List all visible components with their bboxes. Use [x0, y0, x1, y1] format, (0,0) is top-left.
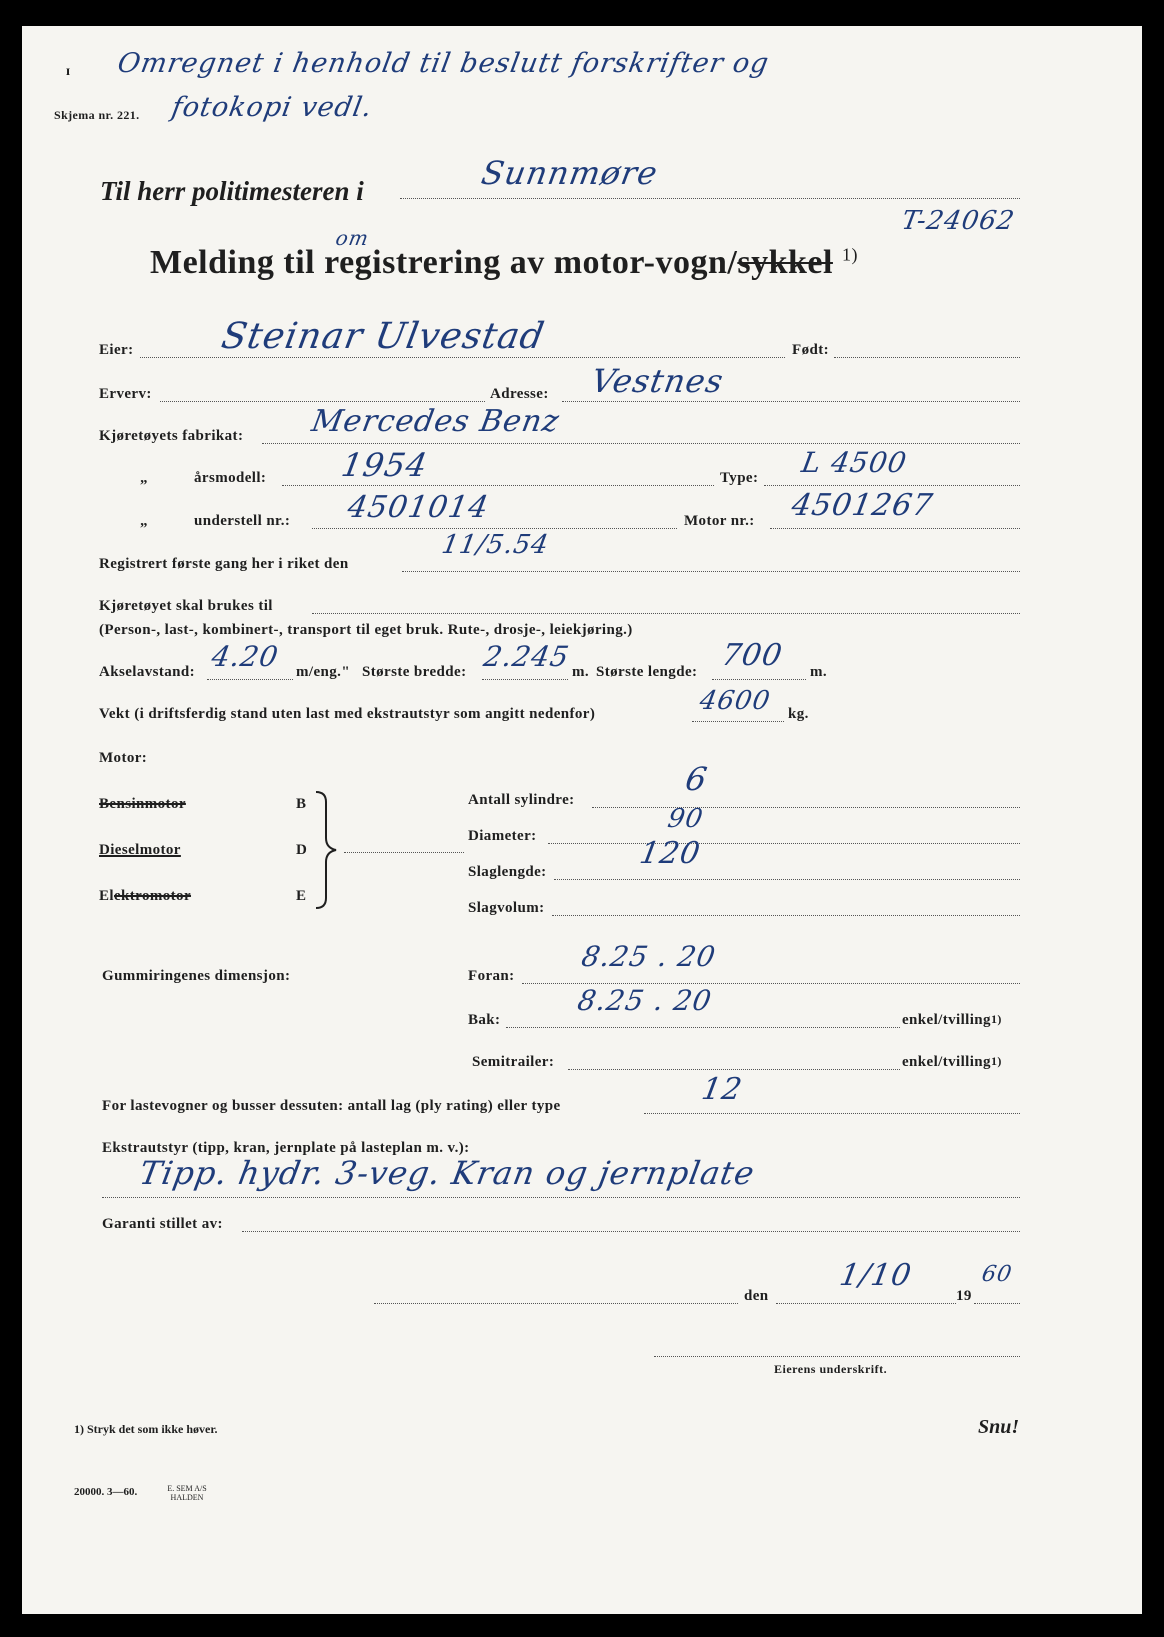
line-arsmodell — [282, 485, 714, 486]
letter-e: E — [296, 888, 307, 904]
line-type — [764, 485, 1020, 486]
title-footnote-mark: 1) — [841, 244, 858, 265]
title-part2: registrering av motor-vogn/ — [324, 244, 738, 281]
top-note-line2: fotokopi vedl. — [169, 92, 375, 123]
ply-rating: 12 — [698, 1072, 746, 1107]
label-kg: kg. — [788, 706, 809, 722]
label-gummiring: Gummiringenes dimensjon: — [102, 968, 291, 984]
title-struck: sykkel — [737, 244, 833, 281]
schema-number: Skjema nr. 221. — [54, 108, 140, 122]
label-akselavstand: Akselavstand: — [99, 664, 196, 680]
label-foran: Foran: — [468, 968, 515, 984]
label-dieselmotor: Dieselmotor — [99, 842, 181, 858]
letter-b: B — [296, 796, 307, 812]
label-m2: m. — [810, 664, 828, 680]
diameter-value: 90 — [665, 804, 706, 834]
tyre-front: 8.25 . 20 — [579, 940, 719, 973]
ditto-mark-2: „ — [140, 513, 148, 529]
ditto-mark-1: „ — [140, 470, 148, 486]
enkel-tvilling-text-2: enkel/tvilling — [902, 1054, 991, 1070]
line-slaglengde — [554, 879, 1020, 880]
label-registrert: Registrert første gang her i riket den — [99, 556, 349, 572]
police-district: Sunnmøre — [478, 154, 661, 192]
owner-name: Steinar Ulvestad — [218, 316, 548, 357]
line-understell — [312, 528, 677, 529]
label-lastevogner: For lastevogner og busser dessuten: antall lag (ply rating) eller type — [102, 1098, 561, 1114]
line-vekt — [692, 721, 784, 722]
label-storste-lengde: Største lengde: — [596, 664, 698, 680]
insert-om: om — [333, 226, 372, 250]
signature-label: Eierens underskrift. — [774, 1362, 888, 1376]
label-year-prefix: 19 — [956, 1288, 972, 1304]
cylinders-value: 6 — [682, 760, 711, 798]
greeting-label: Til herr politimesteren i — [100, 176, 364, 206]
turn-over-note: Snu! — [978, 1416, 1020, 1438]
line-bak — [506, 1027, 900, 1028]
footnote: 1) Stryk det som ikke høver. — [74, 1422, 218, 1436]
make-value: Mercedes Benz — [308, 404, 563, 439]
form-page — [22, 26, 1142, 1614]
wheelbase-value: 4.20 — [209, 640, 282, 673]
motor-number: 4501267 — [788, 488, 936, 523]
first-registration: 11/5.54 — [439, 530, 552, 560]
model-year: 1954 — [338, 446, 431, 484]
letter-d: D — [296, 842, 308, 858]
brukes-note: (Person-, last-, kombinert-, transport til eget bruk. Rute-, drosje-, leiekjøring.) — [99, 622, 633, 638]
motor-brace — [312, 790, 342, 910]
length-value: 700 — [718, 638, 786, 673]
form-title — [150, 244, 858, 282]
enkel-tvilling-text-1: enkel/tvilling — [902, 1012, 991, 1028]
label-understell: understell nr.: — [194, 513, 291, 529]
label-arsmodell: årsmodell: — [194, 470, 267, 486]
label-type: Type: — [720, 470, 759, 486]
label-garanti: Garanti stillet av: — [102, 1216, 223, 1232]
extra-equipment: Tipp. hydr. 3-veg. Kran og jernplate — [136, 1154, 758, 1192]
line-lengde — [712, 679, 806, 680]
top-note-line1: Omregnet i henhold til beslutt forskrifter og — [115, 48, 772, 79]
line-ekstrautstyr — [102, 1197, 1020, 1198]
line-ply — [644, 1113, 1020, 1114]
weight-value: 4600 — [697, 686, 773, 716]
line-adresse — [562, 401, 1020, 402]
printer-name: E. SEM A/S HALDEN — [167, 1484, 207, 1502]
label-motor: Motor: — [99, 750, 148, 766]
label-storste-bredde: Største bredde: — [362, 664, 467, 680]
title-part1: Melding til — [150, 244, 316, 281]
label-meng: m/eng." — [296, 664, 351, 680]
label-erverv: Erverv: — [99, 386, 152, 402]
line-brukes — [312, 613, 1020, 614]
label-antall-sylindre: Antall sylindre: — [468, 792, 575, 808]
line-akselavstand — [207, 679, 293, 680]
line-semitrailer — [568, 1069, 900, 1070]
label-elektromotor — [99, 888, 191, 905]
label-semitrailer: Semitrailer: — [472, 1054, 555, 1070]
line-date — [776, 1303, 956, 1304]
line-motor-choice — [344, 852, 464, 853]
label-eier: Eier: — [99, 342, 134, 358]
line-erverv — [160, 401, 485, 402]
line-diameter — [548, 843, 1020, 844]
print-info: 20000. 3—60. — [74, 1486, 138, 1498]
line-year — [974, 1303, 1020, 1304]
line-sylindre — [592, 807, 1020, 808]
label-fabrikat: Kjøretøyets fabrikat: — [99, 428, 244, 444]
label-enkel-tvilling-1 — [902, 1012, 1002, 1029]
line-bredde — [482, 679, 568, 680]
type-value: L 4500 — [799, 446, 910, 479]
line-fodt — [834, 357, 1020, 358]
label-bensinmotor: Bensinmotor — [99, 796, 186, 812]
stroke-value: 120 — [636, 836, 704, 871]
label-diameter: Diameter: — [468, 828, 537, 844]
line-fabrikat — [262, 443, 1020, 444]
line-place — [374, 1303, 738, 1304]
label-bak: Bak: — [468, 1012, 501, 1028]
label-vekt: Vekt (i driftsferdig stand uten last med ekstrautstyr som angitt nedenfor) — [99, 706, 596, 722]
label-fodt: Født: — [792, 342, 829, 358]
line-registrert — [402, 571, 1020, 572]
elektromotor-struck: ektromotor — [113, 888, 192, 904]
corner-mark: ɪ — [66, 64, 71, 79]
width-value: 2.245 — [481, 640, 573, 673]
label-ekstrautstyr: Ekstrautstyr (tipp, kran, jernplate på lasteplan m. v.): — [102, 1140, 470, 1156]
year-suffix: 60 — [979, 1262, 1015, 1287]
label-enkel-tvilling-2 — [902, 1054, 1002, 1071]
line-signature — [654, 1356, 1020, 1357]
label-den: den — [744, 1288, 769, 1304]
label-slaglengde: Slaglengde: — [468, 864, 547, 880]
footnote-mark-1: 1) — [990, 1012, 1002, 1026]
line-eier — [140, 357, 785, 358]
reference-number: T-24062 — [899, 206, 1018, 236]
date-value: 1/10 — [836, 1258, 915, 1293]
address-value: Vestnes — [588, 362, 727, 400]
label-motor-nr: Motor nr.: — [684, 513, 755, 529]
footnote-mark-2: 1) — [990, 1054, 1002, 1068]
label-slagvolum: Slagvolum: — [468, 900, 545, 916]
line-slagvolum — [552, 915, 1020, 916]
tyre-rear: 8.25 . 20 — [575, 984, 715, 1017]
elektromotor-prefix: El — [99, 888, 114, 904]
label-brukes: Kjøretøyet skal brukes til — [99, 598, 273, 614]
line-motor-nr — [770, 528, 1020, 529]
line-garanti — [242, 1231, 1020, 1232]
greeting-line — [400, 198, 1020, 199]
chassis-number: 4501014 — [344, 490, 492, 525]
label-adresse: Adresse: — [490, 386, 549, 402]
label-m1: m. — [572, 664, 590, 680]
